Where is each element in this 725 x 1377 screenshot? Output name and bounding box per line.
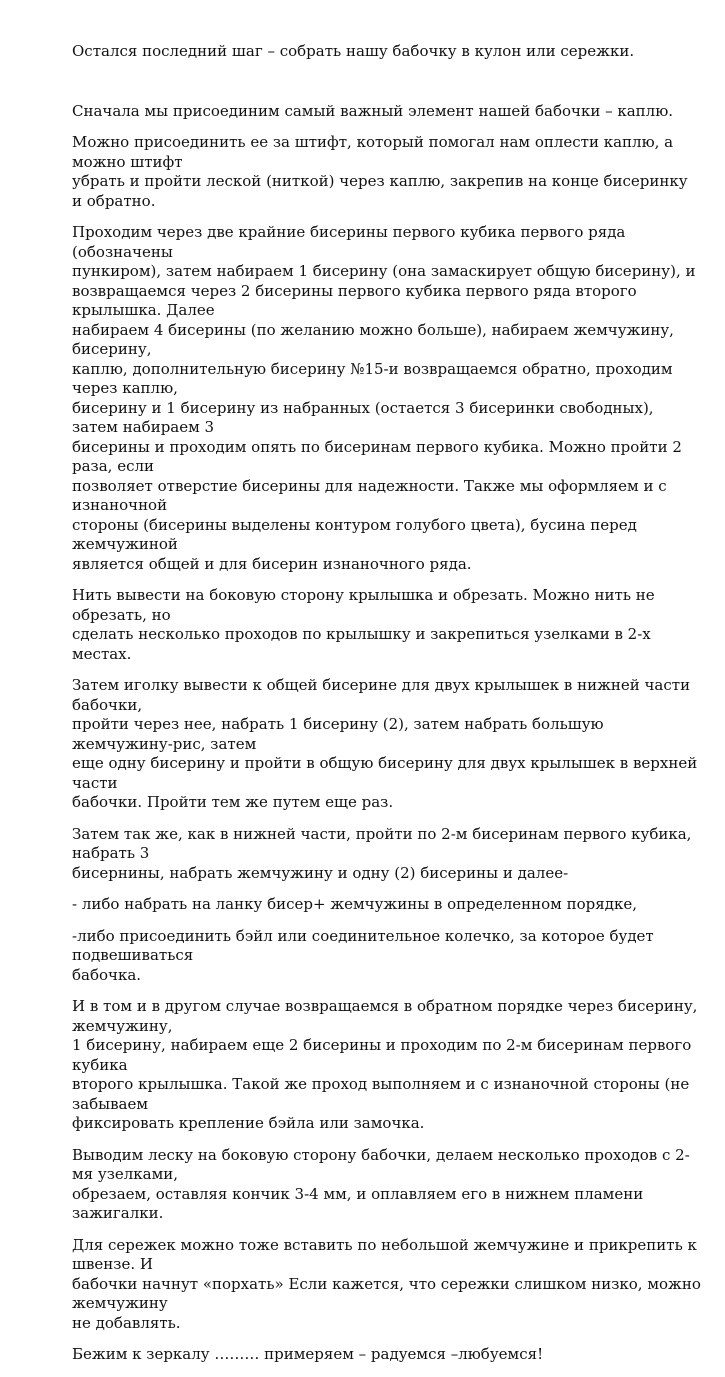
paragraph-beads-steps: Проходим через две крайние бисерины первого кубика первого ряда (обозначены пункиром), затем набираем 1 бисерину (она замаскирует общую бисерину), и возвращаемся через 2 бисерины первого кубика первого ряда второго крылышка. Далее набираем 4 бисерины (по желанию можно больше), набираем жемчужину, бисерину, каплю, дополнительную бисерину №15-и возвращаемся обратно, проходим через каплю, бисерину и 1 бисерину из набранных (остается 3 бисеринки свободных), затем набираем 3 бисерины и проходим опять по бисеринам первого кубика. Можно пройти 2 раза, если позволяет отверстие бисерины для надежности. Также мы оформляем и с изнаночной стороны (бисерины выделены контуром голубого цвета), бусина перед жемчужиной является общей и для бисерин изнаночного ряда. (72, 223, 696, 573)
paragraph-return-path: И в том и в другом случае возвращаемся в обратном порядке через бисерину, жемчужину, 1 бисерину, набираем еще 2 бисерины и проходим по 2-м бисеринам первого кубика второго крылышка. Такой же проход выполняем и с изнаночной стороны (не забываем фиксировать крепление бэйла или замочка. (72, 997, 698, 1132)
paragraph-finish-thread: Выводим леску на боковую сторону бабочки, делаем несколько проходов с 2-мя узелками, обрезаем, оставляя кончик 3-4 мм, и оплавляем его в нижнем пламени зажигалки. (72, 1145, 690, 1222)
paragraph-pin: Можно присоединить ее за штифт, который помогал нам оплести каплю, а можно штифт убрать и пройти леской (ниткой) через каплю, закрепив на конце бисеринку и обратно. (72, 133, 688, 210)
paragraph-thread-cut: Нить вывести на боковую сторону крылышка и обрезать. Можно нить не обрезать, но сделать несколько проходов по крылышку и закрепиться узелками в 2-х местах. (72, 586, 655, 663)
paragraph-closing: Бежим к зеркалу ……… примеряем – радуемся –любуемся! (72, 1345, 544, 1363)
document-body (72, 42, 702, 1377)
paragraph-needle-lower: Затем иголку вывести к общей бисерине для двух крылышек в нижней части бабочки, пройти через нее, набрать 1 бисерину (2), затем набрать большую жемчужину-рис, затем еще одну бисерину и пройти в общую бисерину для двух крылышек в верхней части бабочки. Пройти тем же путем еще раз. (72, 676, 698, 811)
paragraph-intro: Остался последний шаг – собрать нашу бабочку в кулон или сережки. (72, 42, 635, 60)
paragraph-option-bail: -либо присоединить бэйл или соединительное колечко, за которое будет подвешиваться бабочка. (72, 926, 654, 984)
paragraph-earrings: Для сережек можно тоже вставить по небольшой жемчужине и прикрепить к швензе. И бабочки начнут «порхать» Если кажется, что сережки слишком низко, можно жемчужину не добавлять. (72, 1235, 701, 1332)
paragraph-option-chain: - либо набрать на ланку бисер+ жемчужины в определенном порядке, (72, 895, 637, 913)
paragraph-upper-part: Затем так же, как в нижней части, пройти по 2-м бисеринам первого кубика, набрать 3 бисернины, набрать жемчужину и одну (2) бисерины и далее- (72, 824, 692, 882)
paragraph-drop: Сначала мы присоединим самый важный элемент нашей бабочки – каплю. (72, 101, 674, 120)
